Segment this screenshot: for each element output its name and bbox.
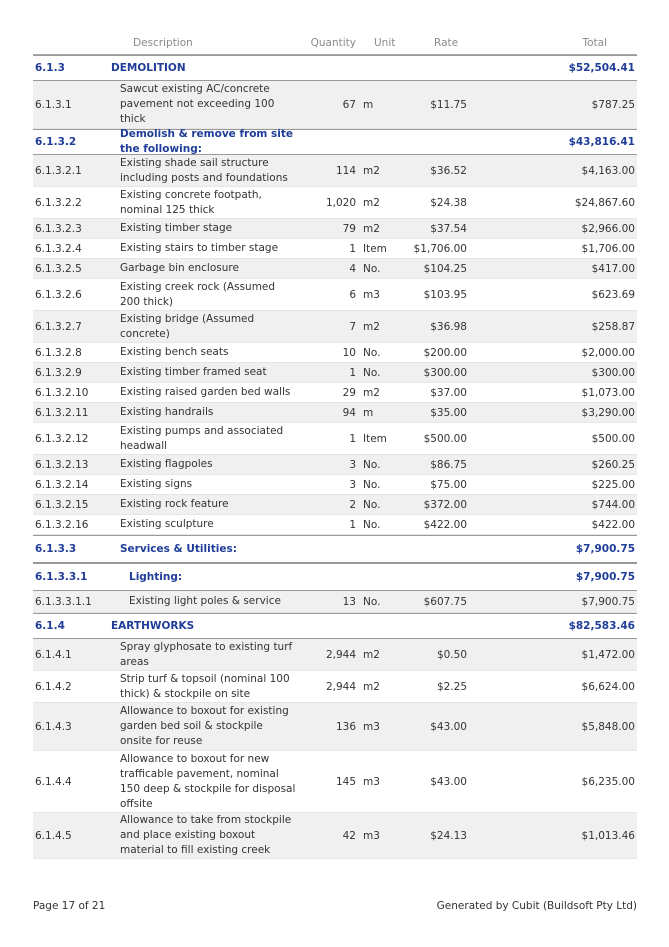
item-unit: m2 xyxy=(363,320,380,333)
table-row xyxy=(33,363,637,383)
item-rate: $422.00 xyxy=(423,518,467,531)
header-description: Description xyxy=(133,36,193,49)
item-rate: $75.00 xyxy=(430,478,467,491)
item-description: Existing creek rock (Assumed 200 thick) xyxy=(120,280,276,308)
item-quantity: 1 xyxy=(349,242,356,255)
table-row xyxy=(33,515,637,535)
item-code: 6.1.3.2.2 xyxy=(35,196,82,209)
section-row xyxy=(33,55,637,81)
item-unit: m2 xyxy=(363,196,380,209)
item-total: $52,504.41 xyxy=(568,62,635,74)
item-code: 6.1.3.2.15 xyxy=(35,498,89,511)
item-description: Allowance to boxout for existing garden bed soil & stockpile onsite for reuse xyxy=(120,705,289,747)
item-description: Existing timber framed seat xyxy=(120,366,267,378)
table-row xyxy=(33,239,637,259)
item-quantity: 29 xyxy=(342,386,356,399)
table-row xyxy=(33,455,637,475)
item-quantity: 3 xyxy=(349,478,356,491)
item-code: 6.1.4 xyxy=(35,620,65,632)
table-row xyxy=(33,343,637,363)
item-code: 6.1.3.2.8 xyxy=(35,346,82,359)
item-total: $500.00 xyxy=(591,432,635,445)
section-row xyxy=(33,613,637,639)
item-rate: $35.00 xyxy=(430,406,467,419)
table-row xyxy=(33,703,637,751)
item-code: 6.1.3.2.16 xyxy=(35,518,89,531)
item-unit: No. xyxy=(363,518,381,531)
item-description: Allowance to take from stockpile and place existing boxout material to fill existing creek xyxy=(120,814,292,856)
item-unit: Item xyxy=(363,242,387,255)
item-description: Allowance to boxout for new trafficable pavement, nominal 150 deep & stockpile for disposal offsite xyxy=(120,752,296,810)
item-rate: $103.95 xyxy=(423,288,467,301)
item-code: 6.1.3.2.5 xyxy=(35,262,82,275)
item-quantity: 2 xyxy=(349,498,356,511)
item-description: EARTHWORKS xyxy=(111,619,195,632)
item-code: 6.1.3.2 xyxy=(35,136,77,148)
item-unit: No. xyxy=(363,346,381,359)
item-total: $6,624.00 xyxy=(581,680,635,693)
item-code: 6.1.3.2.7 xyxy=(35,320,82,333)
item-description: Existing rock feature xyxy=(120,498,229,510)
item-rate: $2.25 xyxy=(436,680,467,693)
item-description: Existing shade sail structure including posts and foundations xyxy=(120,156,288,184)
item-description: Lighting: xyxy=(129,570,183,583)
item-total: $1,013.46 xyxy=(581,829,635,842)
item-quantity: 1 xyxy=(349,518,356,531)
item-description: Existing sculpture xyxy=(120,518,214,530)
header-quantity: Quantity xyxy=(310,37,356,49)
item-quantity: 7 xyxy=(349,320,356,333)
item-unit: No. xyxy=(363,458,381,471)
item-total: $7,900.75 xyxy=(575,571,635,583)
item-unit: m2 xyxy=(363,164,380,177)
item-total: $417.00 xyxy=(591,262,635,275)
item-quantity: 2,944 xyxy=(325,648,356,661)
item-code: 6.1.3.2.11 xyxy=(35,406,89,419)
item-unit: m3 xyxy=(363,829,380,842)
item-rate: $37.00 xyxy=(430,386,467,399)
item-unit: m2 xyxy=(363,680,380,693)
table-row xyxy=(33,639,637,671)
item-unit: m2 xyxy=(363,222,380,235)
page-number: Page 17 of 21 xyxy=(33,900,106,912)
item-rate: $500.00 xyxy=(423,432,467,445)
item-total: $422.00 xyxy=(591,518,635,531)
item-total: $2,966.00 xyxy=(581,222,635,235)
item-rate: $300.00 xyxy=(423,366,467,379)
item-description: Existing light poles & service xyxy=(129,595,281,607)
item-total: $258.87 xyxy=(591,320,635,333)
item-code: 6.1.3 xyxy=(35,62,65,74)
item-description: Existing stairs to timber stage xyxy=(120,242,279,254)
item-total: $7,900.75 xyxy=(575,543,635,555)
item-unit: No. xyxy=(363,262,381,275)
item-description: Existing pumps and associated headwall xyxy=(120,424,284,452)
item-code: 6.1.3.2.9 xyxy=(35,366,82,379)
item-code: 6.1.4.4 xyxy=(35,775,72,788)
item-quantity: 3 xyxy=(349,458,356,471)
item-code: 6.1.3.2.10 xyxy=(35,386,89,399)
item-code: 6.1.3.3.1.1 xyxy=(35,595,92,608)
item-rate: $0.50 xyxy=(436,648,467,661)
item-total: $225.00 xyxy=(591,478,635,491)
item-total: $5,848.00 xyxy=(581,720,635,733)
item-description: Existing bridge (Assumed concrete) xyxy=(120,312,255,340)
item-code: 6.1.3.2.6 xyxy=(35,288,82,301)
item-description: Garbage bin enclosure xyxy=(120,262,239,274)
item-rate: $36.52 xyxy=(430,164,467,177)
item-total: $6,235.00 xyxy=(581,775,635,788)
item-total: $623.69 xyxy=(591,288,635,301)
item-rate: $43.00 xyxy=(430,775,467,788)
item-description: Existing flagpoles xyxy=(120,458,213,470)
item-description: Spray glyphosate to existing turf areas xyxy=(120,640,293,668)
item-description: DEMOLITION xyxy=(111,61,186,74)
item-unit: m xyxy=(363,406,374,419)
item-total: $3,290.00 xyxy=(581,406,635,419)
table-row xyxy=(33,155,637,187)
item-total: $744.00 xyxy=(591,498,635,511)
table-row xyxy=(33,81,637,129)
item-description: Existing raised garden bed walls xyxy=(120,386,291,398)
item-quantity: 13 xyxy=(342,595,356,608)
item-quantity: 94 xyxy=(342,406,356,419)
item-unit: No. xyxy=(363,366,381,379)
item-quantity: 4 xyxy=(349,262,356,275)
item-rate: $24.38 xyxy=(430,196,467,209)
table-row xyxy=(33,495,637,515)
table-row xyxy=(33,311,637,343)
item-quantity: 145 xyxy=(335,775,356,788)
table-row xyxy=(33,813,637,859)
table-row xyxy=(33,475,637,495)
item-description: Existing timber stage xyxy=(120,222,233,234)
header-unit: Unit xyxy=(374,37,396,49)
item-total: $1,706.00 xyxy=(581,242,635,255)
item-quantity: 1 xyxy=(349,432,356,445)
table-row xyxy=(33,219,637,239)
item-quantity: 10 xyxy=(342,346,356,359)
item-code: 6.1.3.1 xyxy=(35,98,72,111)
table-row xyxy=(33,403,637,423)
generator-credit: Generated by Cubit (Buildsoft Pty Ltd) xyxy=(436,900,637,912)
item-code: 6.1.4.3 xyxy=(35,720,72,733)
item-rate: $36.98 xyxy=(430,320,467,333)
table-row xyxy=(33,423,637,455)
section-row xyxy=(33,129,637,155)
table-row xyxy=(33,187,637,219)
section-row xyxy=(33,535,637,563)
item-total: $2,000.00 xyxy=(581,346,635,359)
item-description: Existing handrails xyxy=(120,406,214,418)
item-quantity: 67 xyxy=(342,98,356,111)
item-unit: m xyxy=(363,98,374,111)
item-rate: $104.25 xyxy=(423,262,467,275)
item-total: $24,867.60 xyxy=(574,196,635,209)
item-unit: Item xyxy=(363,432,387,445)
item-rate: $372.00 xyxy=(423,498,467,511)
item-description: Existing bench seats xyxy=(120,346,229,358)
table-row xyxy=(33,279,637,311)
item-unit: m3 xyxy=(363,288,380,301)
item-unit: m2 xyxy=(363,386,380,399)
item-rate: $607.75 xyxy=(423,595,467,608)
item-code: 6.1.3.2.1 xyxy=(35,164,82,177)
item-total: $7,900.75 xyxy=(581,595,635,608)
table-row xyxy=(33,383,637,403)
page-footer xyxy=(33,900,637,912)
item-rate: $11.75 xyxy=(430,98,467,111)
item-quantity: 79 xyxy=(342,222,356,235)
item-description: Services & Utilities: xyxy=(120,542,237,555)
estimate-table xyxy=(33,32,637,859)
item-code: 6.1.3.2.3 xyxy=(35,222,82,235)
table-row xyxy=(33,591,637,613)
item-code: 6.1.4.5 xyxy=(35,829,72,842)
item-code: 6.1.3.3.1 xyxy=(35,571,88,583)
item-total: $787.25 xyxy=(591,98,635,111)
table-row xyxy=(33,671,637,703)
item-description: Existing concrete footpath, nominal 125 thick xyxy=(120,188,262,216)
item-rate: $24.13 xyxy=(430,829,467,842)
item-unit: m3 xyxy=(363,720,380,733)
item-quantity: 2,944 xyxy=(325,680,356,693)
item-rate: $37.54 xyxy=(430,222,467,235)
item-description: Sawcut existing AC/concrete pavement not exceeding 100 thick xyxy=(120,83,275,125)
item-rate: $1,706.00 xyxy=(413,242,467,255)
header-total: Total xyxy=(582,37,607,49)
item-quantity: 1,020 xyxy=(325,196,356,209)
item-description: Demolish & remove from site the following: xyxy=(120,128,294,155)
item-total: $1,073.00 xyxy=(581,386,635,399)
item-total: $300.00 xyxy=(591,366,635,379)
item-total: $260.25 xyxy=(591,458,635,471)
section-row xyxy=(33,563,637,591)
item-description: Strip turf & topsoil (nominal 100 thick) & stockpile on site xyxy=(120,672,290,700)
item-code: 6.1.4.2 xyxy=(35,680,72,693)
item-code: 6.1.4.1 xyxy=(35,648,72,661)
item-code: 6.1.3.2.4 xyxy=(35,242,82,255)
item-quantity: 136 xyxy=(335,720,356,733)
item-quantity: 6 xyxy=(349,288,356,301)
table-row xyxy=(33,259,637,279)
item-unit: m3 xyxy=(363,775,380,788)
item-total: $1,472.00 xyxy=(581,648,635,661)
table-body xyxy=(33,55,637,859)
item-rate: $86.75 xyxy=(430,458,467,471)
item-rate: $43.00 xyxy=(430,720,467,733)
item-total: $4,163.00 xyxy=(581,164,635,177)
item-code: 6.1.3.2.13 xyxy=(35,458,89,471)
item-quantity: 1 xyxy=(349,366,356,379)
item-total: $43,816.41 xyxy=(568,136,635,148)
item-total: $82,583.46 xyxy=(568,620,635,632)
item-code: 6.1.3.2.12 xyxy=(35,432,89,445)
table-row xyxy=(33,751,637,813)
item-code: 6.1.3.2.14 xyxy=(35,478,89,491)
table-header xyxy=(33,32,637,55)
item-unit: No. xyxy=(363,595,381,608)
item-unit: No. xyxy=(363,478,381,491)
item-quantity: 42 xyxy=(342,829,356,842)
item-quantity: 114 xyxy=(335,164,356,177)
item-code: 6.1.3.3 xyxy=(35,543,77,555)
item-unit: m2 xyxy=(363,648,380,661)
item-rate: $200.00 xyxy=(423,346,467,359)
item-description: Existing signs xyxy=(120,478,193,490)
item-unit: No. xyxy=(363,498,381,511)
header-rate: Rate xyxy=(434,37,459,49)
